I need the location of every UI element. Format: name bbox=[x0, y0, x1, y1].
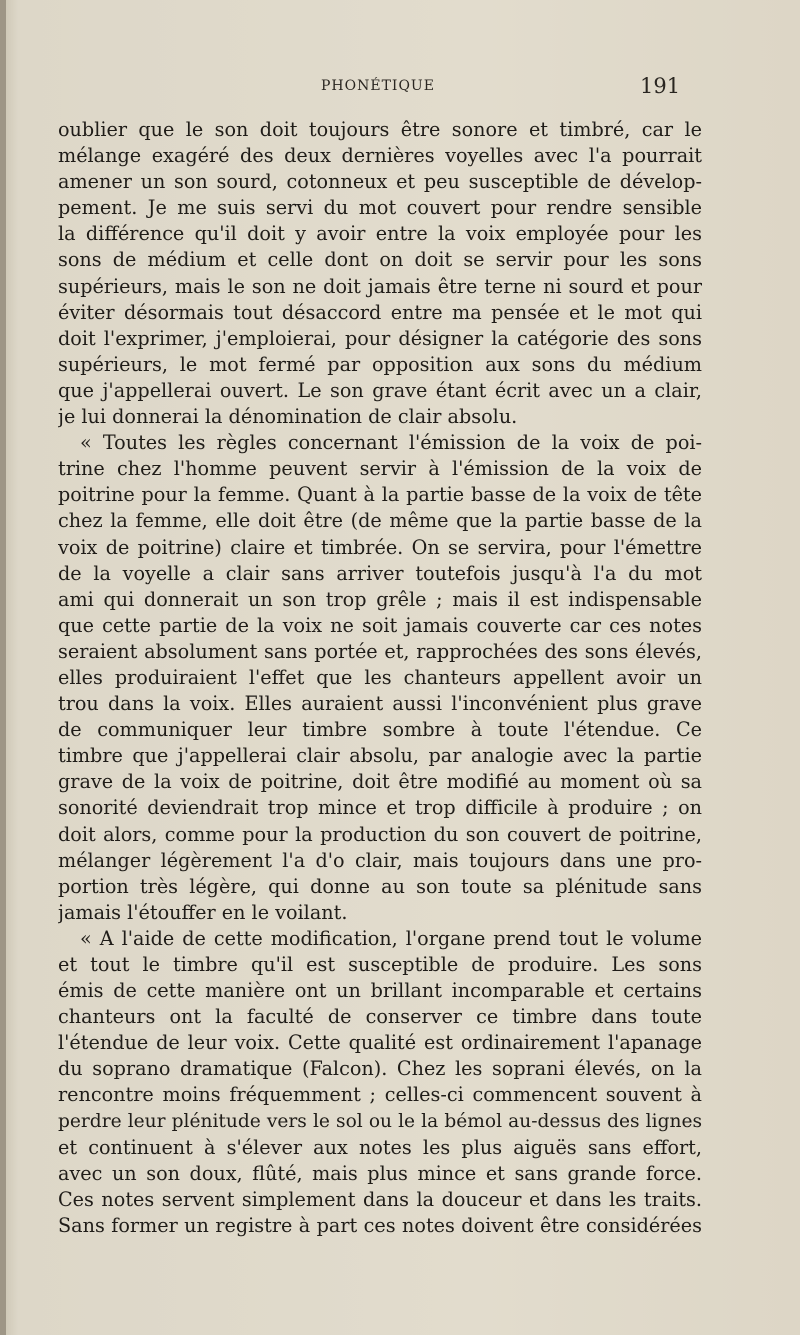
text-line: supérieurs, mais le son ne doit jamais être terne ni sourd et pour bbox=[58, 274, 702, 298]
text-line: sonorité deviendrait trop mince et trop difficile à produire ; on bbox=[58, 796, 702, 820]
text-line: rencontre moins fréquemment ; celles-ci commencent souvent à bbox=[58, 1083, 702, 1107]
text-line: seraient absolument sans portée et, rapprochées des sons élevés, bbox=[58, 639, 702, 663]
text-line: perdre leur plénitude vers le sol ou le la bémol au-dessus des lignes bbox=[58, 1110, 702, 1132]
text-line: chanteurs ont la faculté de conserver ce timbre dans toute bbox=[58, 1005, 702, 1029]
text-line: de la voyelle a clair sans arriver toutefois jusqu'à l'a du mot bbox=[58, 561, 702, 585]
text-line: sons de médium et celle dont on doit se servir pour les sons bbox=[58, 248, 702, 272]
text-line: la différence qu'il doit y avoir entre la voix employée pour les bbox=[58, 222, 702, 246]
text-line: ami qui donnerait un son trop grêle ; mais il est indispensable bbox=[58, 587, 702, 611]
text-line: « Toutes les règles concernant l'émission de la voix de poi- bbox=[80, 431, 702, 455]
text-line: supérieurs, le mot fermé par opposition aux sons du médium bbox=[58, 352, 702, 376]
text-line: avec un son doux, flûté, mais plus mince et sans grande force. bbox=[58, 1161, 702, 1185]
text-line: émis de cette manière ont un brillant incomparable et certains bbox=[58, 979, 702, 1003]
text-line: et tout le timbre qu'il est susceptible de produire. Les sons bbox=[58, 953, 702, 976]
text-line: éviter désormais tout désaccord entre ma pensée et le mot qui bbox=[58, 300, 702, 324]
text-line: du soprano dramatique (Falcon). Chez les soprani élevés, on la bbox=[58, 1057, 702, 1081]
page-header bbox=[0, 74, 800, 104]
text-line: poitrine pour la femme. Quant à la partie basse de la voix de tête bbox=[58, 483, 702, 507]
text-line: oublier que le son doit toujours être sonore et timbré, car le bbox=[58, 118, 702, 141]
text-line: mélanger légèrement l'a d'o clair, mais toujours dans une pro- bbox=[58, 848, 702, 872]
text-line: mélange exagéré des deux dernières voyelles avec l'a pourrait bbox=[58, 144, 702, 168]
text-line: portion très légère, qui donne au son toute sa plénitude sans bbox=[58, 874, 702, 898]
text-line: jamais l'étouffer en le voilant. bbox=[58, 900, 348, 924]
text-line: doit alors, comme pour la production du son couvert de poitrine, bbox=[58, 822, 702, 846]
text-line: Sans former un registre à part ces notes doivent être considérées bbox=[58, 1213, 702, 1237]
text-line: et continuent à s'élever aux notes les plus aiguës sans effort, bbox=[58, 1135, 702, 1159]
body-text bbox=[58, 117, 702, 1239]
page-spine-edge bbox=[0, 0, 6, 1335]
text-line: je lui donnerai la dénomination de clair absolu. bbox=[58, 405, 518, 429]
text-line: trine chez l'homme peuvent servir à l'émission de la voix de bbox=[58, 457, 702, 481]
text-line: grave de la voix de poitrine, doit être modifié au moment où sa bbox=[58, 770, 702, 794]
text-line: que j'appellerai ouvert. Le son grave étant écrit avec un a clair, bbox=[58, 378, 702, 402]
text-line: elles produiraient l'effet que les chanteurs appellent avoir un bbox=[58, 665, 702, 689]
text-line: amener un son sourd, cotonneux et peu susceptible de dévelop- bbox=[58, 170, 702, 194]
text-line: timbre que j'appellerai clair absolu, par analogie avec la partie bbox=[58, 744, 702, 768]
text-line: trou dans la voix. Elles auraient aussi l'inconvénient plus grave bbox=[58, 692, 702, 716]
text-line: doit l'exprimer, j'emploierai, pour désigner la catégorie des sons bbox=[58, 326, 702, 350]
text-line: pement. Je me suis servi du mot couvert pour rendre sensible bbox=[58, 196, 702, 220]
text-line: Ces notes servent simplement dans la douceur et dans les traits. bbox=[58, 1187, 702, 1211]
text-line: voix de poitrine) claire et timbrée. On se servira, pour l'émettre bbox=[58, 535, 702, 559]
text-line: que cette partie de la voix ne soit jamais couverte car ces notes bbox=[58, 613, 702, 637]
page-number: 191 bbox=[640, 74, 681, 98]
text-line: « A l'aide de cette modification, l'organe prend tout le volume bbox=[80, 926, 702, 950]
text-line: l'étendue de leur voix. Cette qualité est ordinairement l'apanage bbox=[58, 1031, 702, 1055]
text-line: chez la femme, elle doit être (de même que la partie basse de la bbox=[58, 509, 702, 533]
text-line: de communiquer leur timbre sombre à toute l'étendue. Ce bbox=[58, 718, 702, 742]
running-title: PHONÉTIQUE bbox=[321, 78, 435, 94]
